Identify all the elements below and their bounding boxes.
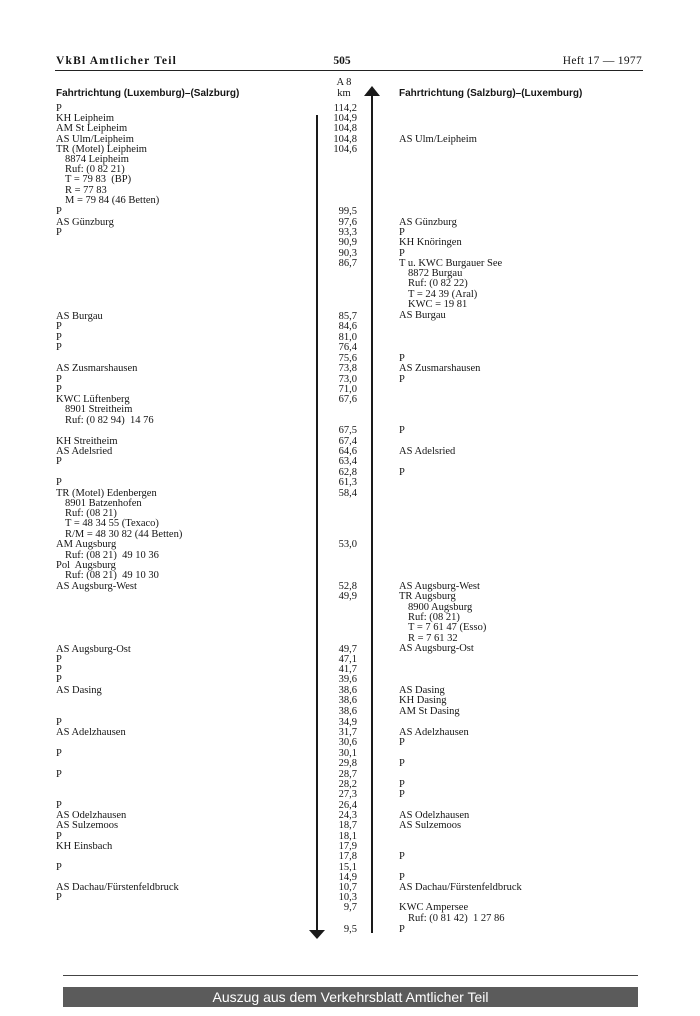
km-value: 84,6	[338, 321, 357, 332]
km-value: 49,9	[338, 591, 357, 602]
left-entry: P	[56, 342, 62, 353]
left-entry: TR (Motel) Edenbergen	[56, 488, 157, 499]
km-value: 67,5	[338, 425, 357, 436]
left-entry: KH Streitheim	[56, 436, 118, 447]
left-entry: AS Zusmarshausen	[56, 363, 138, 374]
right-entry: P	[399, 425, 405, 436]
km-value: 67,4	[338, 436, 357, 447]
right-entry: P	[399, 789, 405, 800]
km-value: 24,3	[338, 810, 357, 821]
left-entry: P	[56, 769, 62, 780]
right-entry: T = 24 39 (Aral)	[408, 289, 478, 300]
left-entry: KH Leipheim	[56, 113, 115, 124]
km-value: 10,3	[338, 892, 357, 903]
km-value: 52,8	[338, 581, 357, 592]
left-entry: P	[56, 717, 62, 728]
km-value: 104,8	[333, 123, 357, 134]
left-entry: P	[56, 831, 62, 842]
page-number: 505	[333, 55, 351, 67]
right-entry: T = 7 61 47 (Esso)	[408, 622, 487, 633]
issue-label: Heft 17 — 1977	[562, 55, 642, 67]
km-value: 73,0	[338, 374, 357, 385]
right-entry: P	[399, 779, 405, 790]
km-value: 53,0	[338, 539, 357, 550]
km-value: 31,7	[338, 727, 357, 738]
left-entry: R = 77 83	[65, 185, 107, 196]
km-value: 26,4	[338, 800, 357, 811]
left-entry: AS Günzburg	[56, 217, 114, 228]
right-entry: P	[399, 227, 405, 238]
left-entry: AM St Leipheim	[56, 123, 128, 134]
km-value: 104,8	[333, 134, 357, 145]
right-entry: P	[399, 924, 405, 935]
km-value: 39,6	[338, 674, 357, 685]
km-value: 61,3	[338, 477, 357, 488]
footer-rule	[63, 975, 638, 976]
km-value: 30,6	[338, 737, 357, 748]
km-value: 15,1	[338, 862, 357, 873]
right-entry: AS Burgau	[399, 310, 446, 321]
road-unit: km	[337, 88, 351, 99]
direction-right-heading: Fahrtrichtung (Salzburg)–(Luxemburg)	[399, 88, 583, 99]
left-entry: P	[56, 227, 62, 238]
km-value: 71,0	[338, 384, 357, 395]
left-entry: 8901 Streitheim	[65, 404, 133, 415]
right-entry: AM St Dasing	[399, 706, 460, 717]
km-value: 73,8	[338, 363, 357, 374]
right-entry: P	[399, 467, 405, 478]
km-value: 47,1	[338, 654, 357, 665]
km-value: 27,3	[338, 789, 357, 800]
left-entry: Ruf: (08 21) 49 10 30	[65, 570, 159, 581]
right-entry: P	[399, 248, 405, 259]
right-entry: Ruf: (0 82 22)	[408, 278, 468, 289]
left-entry: AS Ulm/Leipheim	[56, 134, 134, 145]
left-entry: AS Sulzemoos	[56, 820, 119, 831]
right-entry: P	[399, 374, 405, 385]
left-entry: P	[56, 664, 62, 675]
km-value: 18,7	[338, 820, 357, 831]
journal-title: VkBl Amtlicher Teil	[56, 55, 177, 67]
km-value: 29,8	[338, 758, 357, 769]
left-entry: P	[56, 477, 62, 488]
left-entry: P	[56, 103, 62, 114]
left-entry: TR (Motel) Leipheim	[56, 144, 147, 155]
right-entry: AS Dasing	[399, 685, 445, 696]
right-entry: AS Sulzemoos	[399, 820, 462, 831]
left-entry: P	[56, 654, 62, 665]
header-rule	[55, 70, 643, 71]
left-entry: AS Burgau	[56, 311, 103, 322]
km-value: 17,8	[338, 851, 357, 862]
km-value: 58,4	[338, 488, 357, 499]
right-entry: KH Knöringen	[399, 237, 462, 248]
right-entry: P	[399, 737, 405, 748]
left-entry: P	[56, 892, 62, 903]
km-value: 104,6	[333, 144, 357, 155]
right-entry: AS Augsburg-Ost	[399, 643, 474, 654]
km-value: 49,7	[338, 644, 357, 655]
right-entry: AS Adelsried	[399, 446, 456, 457]
km-value: 114,2	[333, 103, 357, 114]
right-entry: 8900 Augsburg	[408, 602, 473, 613]
km-value: 85,7	[338, 311, 357, 322]
km-value: 81,0	[338, 332, 357, 343]
km-value: 75,6	[338, 353, 357, 364]
km-value: 64,6	[338, 446, 357, 457]
km-value: 90,3	[338, 248, 357, 259]
right-entry: T u. KWC Burgauer See	[399, 258, 503, 269]
km-value: 38,6	[338, 685, 357, 696]
km-value: 67,6	[338, 394, 357, 405]
km-value: 34,9	[338, 717, 357, 728]
left-entry: AS Dachau/Fürstenfeldbruck	[56, 882, 179, 893]
right-entry: 8872 Burgau	[408, 268, 463, 279]
left-entry: P	[56, 206, 62, 217]
km-value: 9,7	[343, 902, 357, 913]
right-entry: P	[399, 758, 405, 769]
left-entry: Ruf: (08 21)	[65, 508, 117, 519]
right-entry: AS Zusmarshausen	[399, 363, 481, 374]
km-value: 63,4	[338, 456, 357, 467]
road-label	[332, 77, 356, 99]
km-value: 10,7	[338, 882, 357, 893]
left-entry: Pol Augsburg	[56, 560, 116, 571]
left-entry: AS Augsburg-Ost	[56, 644, 131, 655]
left-entry: P	[56, 332, 62, 343]
km-value: 104,9	[333, 113, 357, 124]
km-value: 38,6	[338, 695, 357, 706]
right-entry: AS Odelzhausen	[399, 810, 470, 821]
left-entry: 8901 Batzenhofen	[65, 498, 142, 509]
road-number: A 8	[336, 77, 352, 88]
left-entry: P	[56, 748, 62, 759]
left-entry: P	[56, 456, 62, 467]
km-value: 41,7	[338, 664, 357, 675]
km-value: 28,7	[338, 769, 357, 780]
right-entry: P	[399, 353, 405, 364]
km-value: 93,3	[338, 227, 357, 238]
left-entry: Ruf: (0 82 94) 14 76	[65, 415, 154, 426]
left-entry: AS Dasing	[56, 685, 102, 696]
left-entry: P	[56, 800, 62, 811]
direction-line-left	[316, 115, 318, 933]
left-entry: KH Einsbach	[56, 841, 113, 852]
km-value: 97,6	[338, 217, 357, 228]
left-entry: P	[56, 674, 62, 685]
left-entry: P	[56, 321, 62, 332]
right-entry: Ruf: (0 81 42) 1 27 86	[408, 913, 505, 924]
left-entry: T = 48 34 55 (Texaco)	[65, 518, 159, 529]
left-entry: P	[56, 384, 62, 395]
left-entry: AS Adelsried	[56, 446, 113, 457]
km-value: 86,7	[338, 258, 357, 269]
km-value: 14,9	[338, 872, 357, 883]
left-entry: AS Augsburg-West	[56, 581, 137, 592]
km-value: 18,1	[338, 831, 357, 842]
right-entry: Ruf: (08 21)	[408, 612, 460, 623]
right-entry: KH Dasing	[399, 695, 447, 706]
left-entry: T = 79 83 (BP)	[65, 174, 132, 185]
right-entry: AS Dachau/Fürstenfeldbruck	[399, 882, 522, 893]
left-entry: AM Augsburg	[56, 539, 117, 550]
km-value: 38,6	[338, 706, 357, 717]
right-entry: KWC Ampersee	[399, 902, 469, 913]
right-entry: AS Augsburg-West	[399, 581, 480, 592]
left-entry: P	[56, 374, 62, 385]
footer-banner: Auszug aus dem Verkehrsblatt Amtlicher Teil	[63, 987, 638, 1007]
left-entry: KWC Lüftenberg	[56, 394, 130, 405]
right-entry: KWC = 19 81	[408, 299, 468, 310]
km-value: 17,9	[338, 841, 357, 852]
left-entry: 8874 Leipheim	[65, 154, 129, 165]
left-entry: AS Adelzhausen	[56, 727, 126, 738]
direction-left-heading: Fahrtrichtung (Luxemburg)–(Salzburg)	[56, 88, 240, 99]
km-value: 9,5	[343, 924, 357, 935]
left-entry: M = 79 84 (46 Betten)	[65, 195, 160, 206]
right-entry: AS Adelzhausen	[399, 727, 469, 738]
left-entry: P	[56, 862, 62, 873]
km-value: 76,4	[338, 342, 357, 353]
left-entry: Ruf: (08 21) 49 10 36	[65, 550, 159, 561]
right-entry: P	[399, 851, 405, 862]
direction-line-right	[371, 95, 373, 933]
right-entry: P	[399, 872, 405, 883]
km-value: 99,5	[338, 206, 357, 217]
right-entry: AS Günzburg	[399, 217, 457, 228]
arrow-down-icon	[309, 930, 325, 939]
left-entry: AS Odelzhausen	[56, 810, 127, 821]
km-value: 30,1	[338, 748, 357, 759]
km-value: 62,8	[338, 467, 357, 478]
right-entry: AS Ulm/Leipheim	[399, 134, 477, 145]
right-entry: TR Augsburg	[399, 591, 456, 602]
right-entry: R = 7 61 32	[408, 633, 458, 644]
km-value: 90,9	[338, 237, 357, 248]
left-entry: Ruf: (0 82 21)	[65, 164, 125, 175]
km-value: 28,2	[338, 779, 357, 790]
left-entry: R/M = 48 30 82 (44 Betten)	[65, 529, 183, 540]
